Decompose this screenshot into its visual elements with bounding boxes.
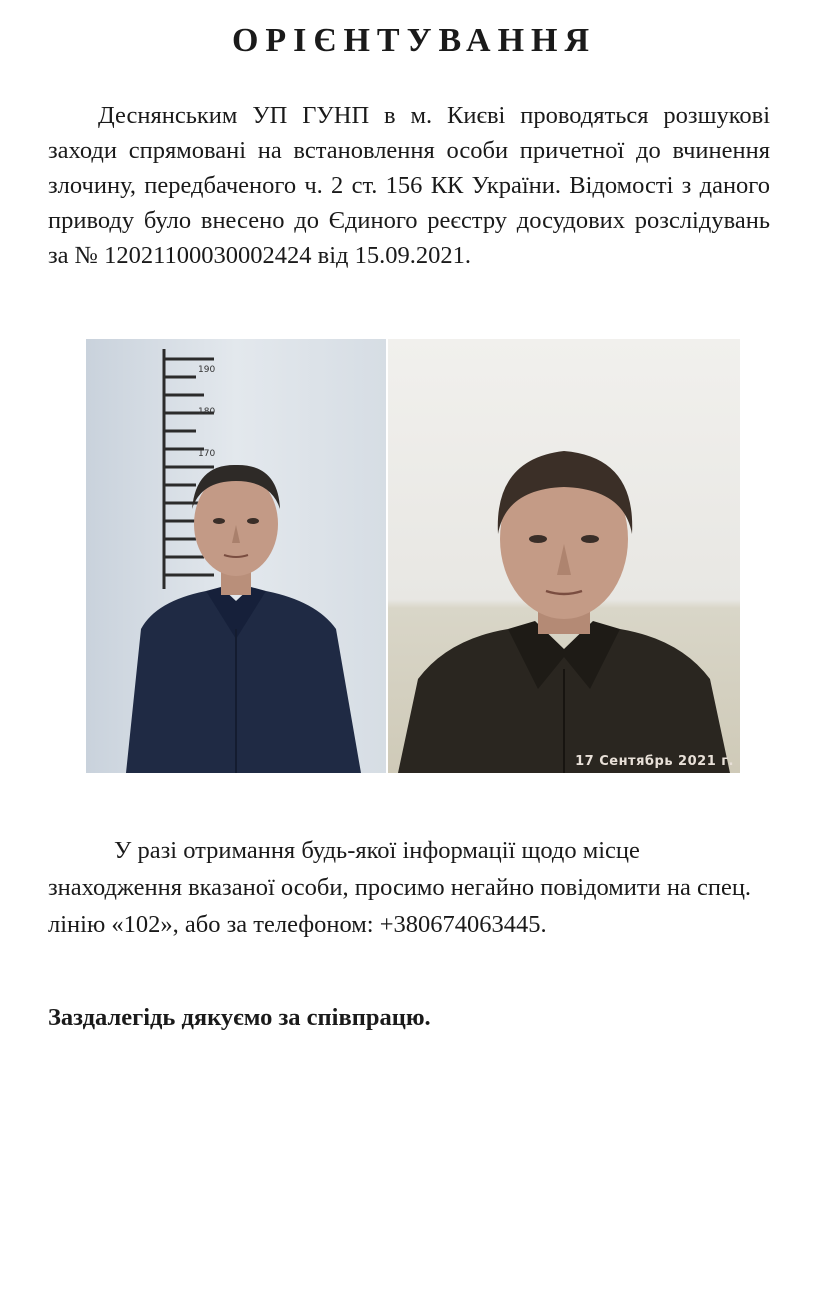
intro-paragraph: Деснянським УП ГУНП в м. Києві проводяться розшукові заходи спрямовані на встановлення особи причетної до вчинення злочину, передбаченого ч. 2 ст. 156 КК України. Відомості з даного приводу було внесено до Єдиного реєстру досудових розслідувань за № 12021100030002424 від 15.09.2021. bbox=[48, 102, 770, 269]
photo-timestamp: 17 Сентябрь 2021 г. bbox=[575, 754, 734, 769]
scale-mark-190: 190 bbox=[198, 365, 216, 375]
contact-text: У разі отримання будь-якої інформації щодо місце знаходження вказаної особи, просимо негайно повідомити на спец. лінію «102», або за телефоном: +380674063445. bbox=[48, 837, 752, 938]
scale-mark-170: 170 bbox=[198, 449, 216, 459]
suspect-photos bbox=[86, 339, 740, 773]
mugshot-photo-left bbox=[86, 339, 386, 773]
mugshot-photo-right bbox=[388, 339, 740, 773]
thanks-line: Заздалегідь дякуємо за співпрацю. bbox=[48, 1004, 431, 1031]
contact-paragraph bbox=[48, 832, 770, 943]
scale-mark-180: 180 bbox=[198, 407, 216, 417]
document-title: ОРІЄНТУВАННЯ bbox=[231, 22, 597, 59]
